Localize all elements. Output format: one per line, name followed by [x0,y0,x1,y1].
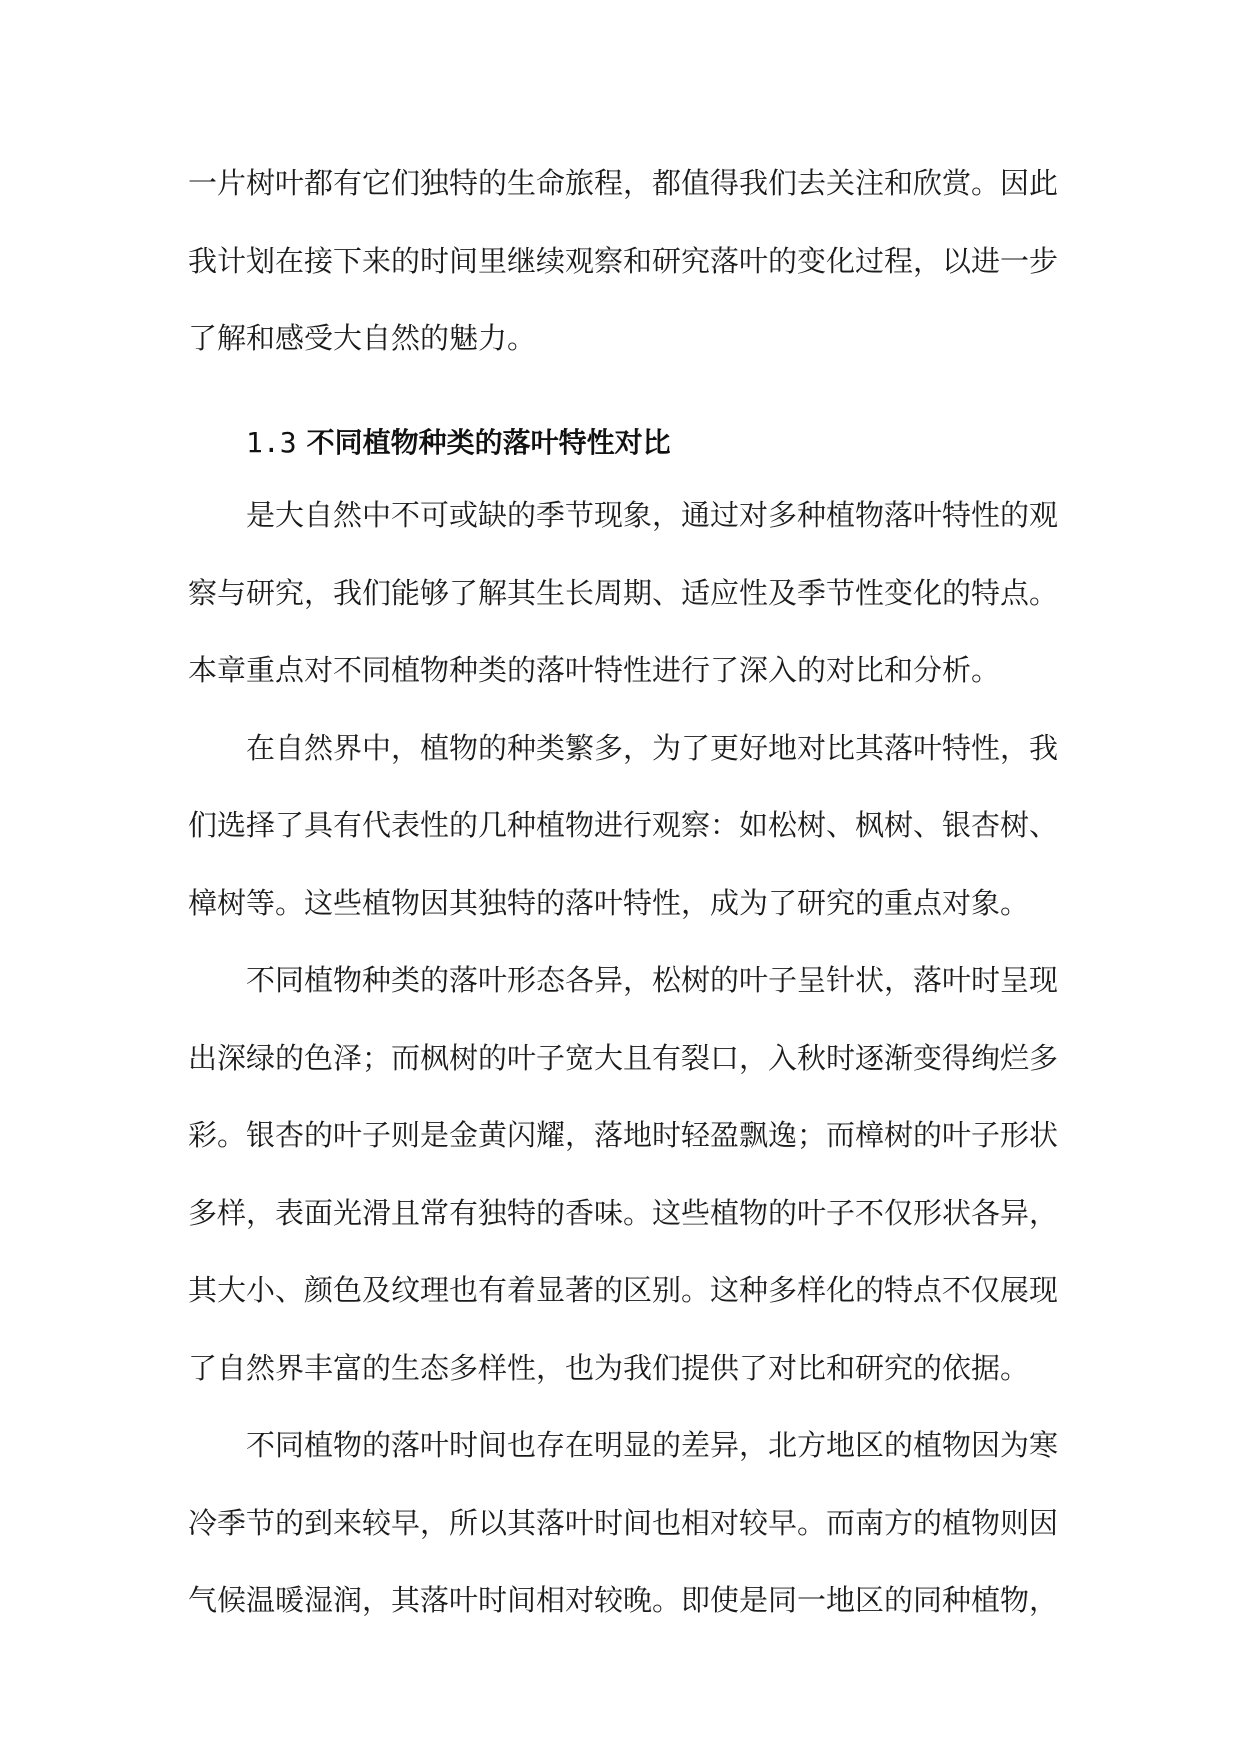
paragraph-2: 在自然界中，植物的种类繁多，为了更好地对比其落叶特性，我们选择了具有代表性的几种植物进行观察：如松树、枫树、银杏树、樟树等。这些植物因其独特的落叶特性，成为了研究的重点对象。 [188,730,1059,920]
intro-paragraph: 一片树叶都有它们独特的生命旅程，都值得我们去关注和欣赏。因此我计划在接下来的时间里继续观察和研究落叶的变化过程，以进一步了解和感受大自然的魅力。 [188,166,1059,355]
paragraph-3: 不同植物种类的落叶形态各异，松树的叶子呈针状，落叶时呈现出深绿的色泽；而枫树的叶子宽大且有裂口，入秋时逐渐变得绚烂多彩。银杏的叶子则是金黄闪耀，落地时轻盈飘逸；而樟树的叶子形状多样，表面光滑且常有独特的香味。这些植物的叶子不仅形状各异，其大小、颜色及纹理也有着显著的区别。这种多样化的特点不仅展现了自然界丰富的生态多样性，也为我们提供了对比和研究的依据。 [188,963,1059,1385]
document-body [188,145,1058,1640]
paragraph-1: 是大自然中不可或缺的季节现象，通过对多种植物落叶特性的观察与研究，我们能够了解其生长周期、适应性及季节性变化的特点。本章重点对不同植物种类的落叶特性进行了深入的对比和分析。 [188,498,1059,687]
paragraph-4: 不同植物的落叶时间也存在明显的差异，北方地区的植物因为寒冷季节的到来较早，所以其落叶时间也相对较早。而南方的植物则因气候温暖湿润，其落叶时间相对较晚。即使是同一地区的同种植物， [188,1428,1059,1617]
section-number: 1.3 [246,425,297,459]
section-heading [188,404,1058,482]
section-title: 不同植物种类的落叶特性对比 [306,425,671,459]
